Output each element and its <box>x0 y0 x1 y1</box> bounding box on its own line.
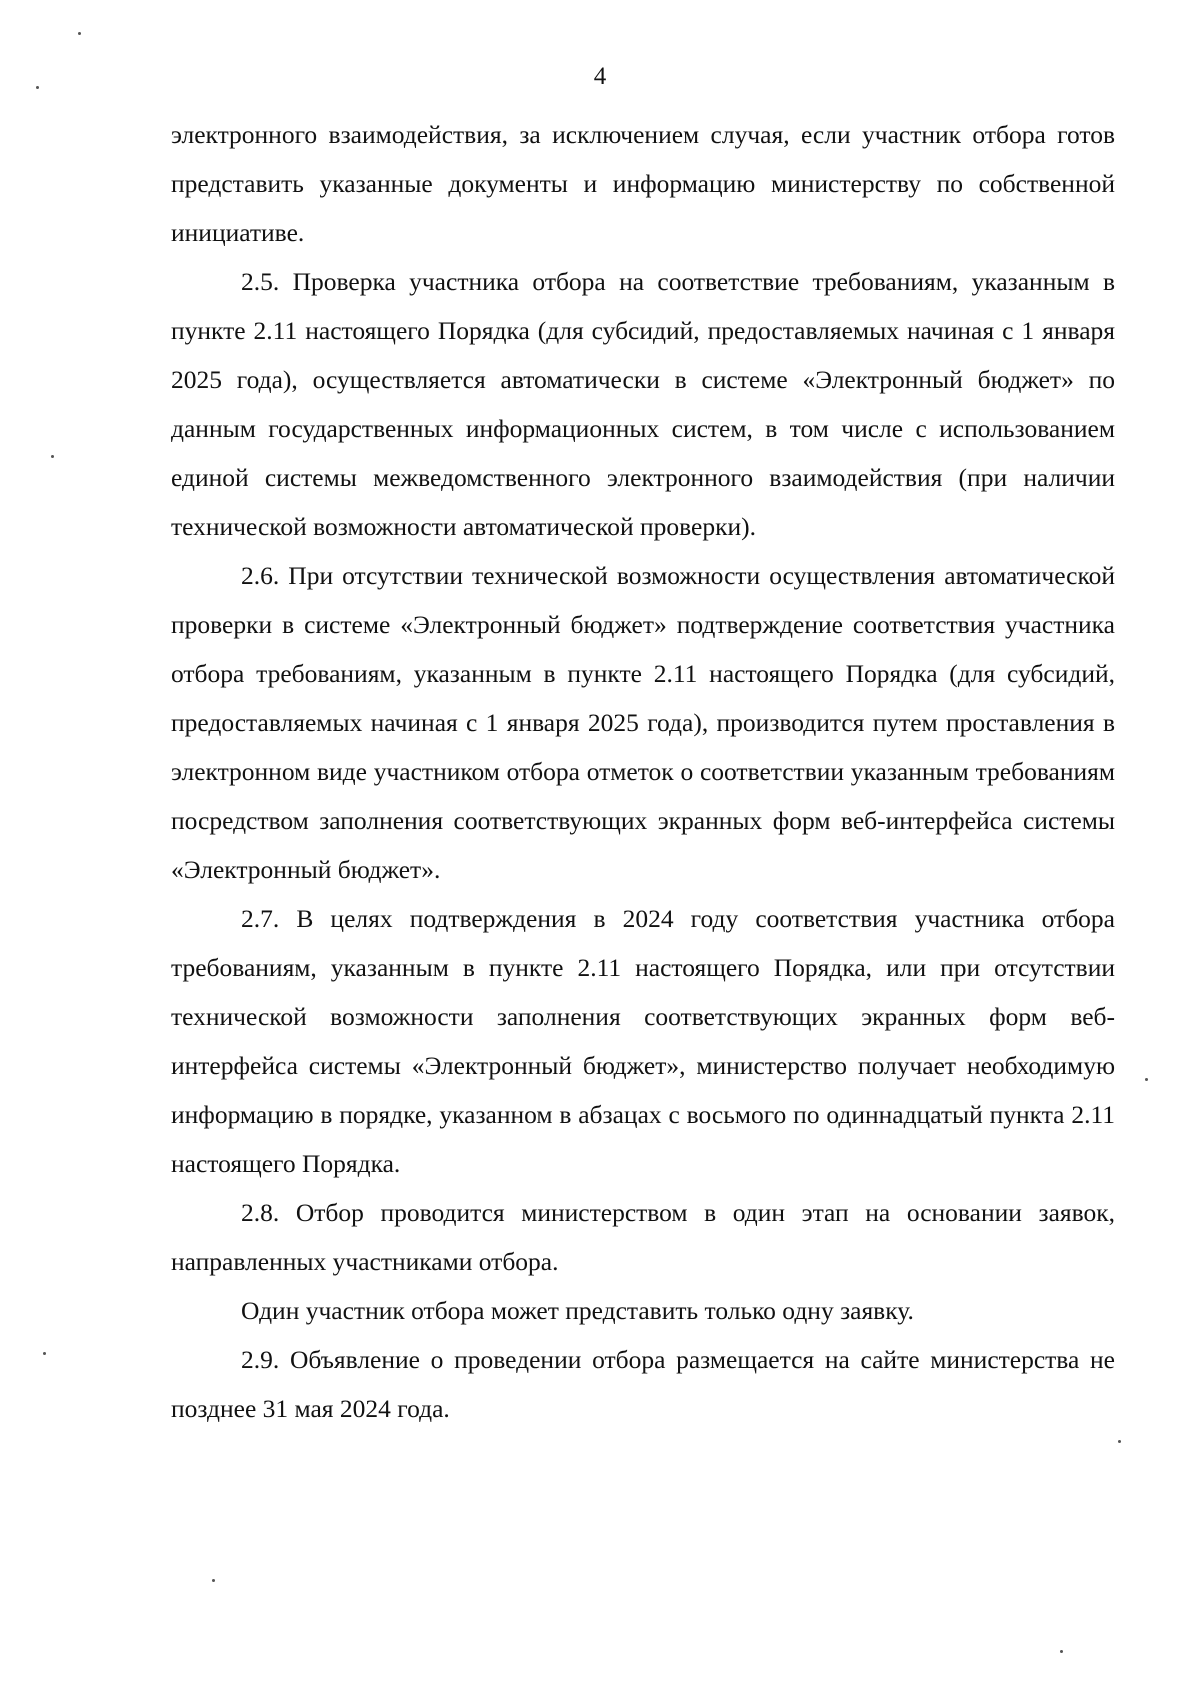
scan-speck <box>1060 1650 1063 1653</box>
scan-speck <box>36 86 39 89</box>
paragraph-2-8: 2.8. Отбор проводится министерством в один этап на основании заявок, направленных участниками отбора. <box>171 1198 1115 1276</box>
paragraph-2-6: 2.6. При отсутствии технической возможности осуществления автоматической проверки в системе «Электронный бюджет» подтверждение соответствия участника отбора требованиям, указанным в пункте 2.11 настоящего Порядка (для субсидий, предоставляемых начиная с 1 января 2025 года), производится путем проставления в электронном виде участником отбора отметок о соответствии указанным требованиям посредством заполнения соответствующих экранных форм веб-интерфейса системы «Электронный бюджет». <box>171 561 1115 884</box>
document-body <box>171 110 1115 1433</box>
scan-speck <box>1145 1078 1148 1081</box>
paragraph-2-9: 2.9. Объявление о проведении отбора размещается на сайте министерства не позднее 31 мая 2024 года. <box>171 1345 1115 1423</box>
scan-speck <box>43 1352 46 1355</box>
scan-speck <box>1118 1440 1121 1443</box>
page-number: 4 <box>593 63 607 90</box>
paragraph-2-5: 2.5. Проверка участника отбора на соответствие требованиям, указанным в пункте 2.11 настоящего Порядка (для субсидий, предоставляемых начиная с 1 января 2025 года), осуществляется автоматически в системе «Электронный бюджет» по данным государственных информационных систем, в том числе с использованием единой системы межведомственного электронного взаимодействия (при наличии технической возможности автоматической проверки). <box>171 267 1115 541</box>
paragraph-2-8-single-application: Один участник отбора может представить только одну заявку. <box>241 1296 914 1325</box>
paragraph-2-7: 2.7. В целях подтверждения в 2024 году соответствия участника отбора требованиям, указанным в пункте 2.11 настоящего Порядка, или при отсутствии технической возможности заполнения соответствующих экранных форм веб-интерфейса системы «Электронный бюджет», министерство получает необходимую информацию в порядке, указанном в абзацах с восьмого по одиннадцатый пункта 2.11 настоящего Порядка. <box>171 904 1115 1178</box>
scan-speck <box>78 32 81 35</box>
paragraph-continuation: электронного взаимодействия, за исключением случая, если участник отбора готов представить указанные документы и информацию министерству по собственной инициативе. <box>171 120 1115 247</box>
scan-speck <box>212 1579 215 1582</box>
scan-speck <box>51 455 54 458</box>
